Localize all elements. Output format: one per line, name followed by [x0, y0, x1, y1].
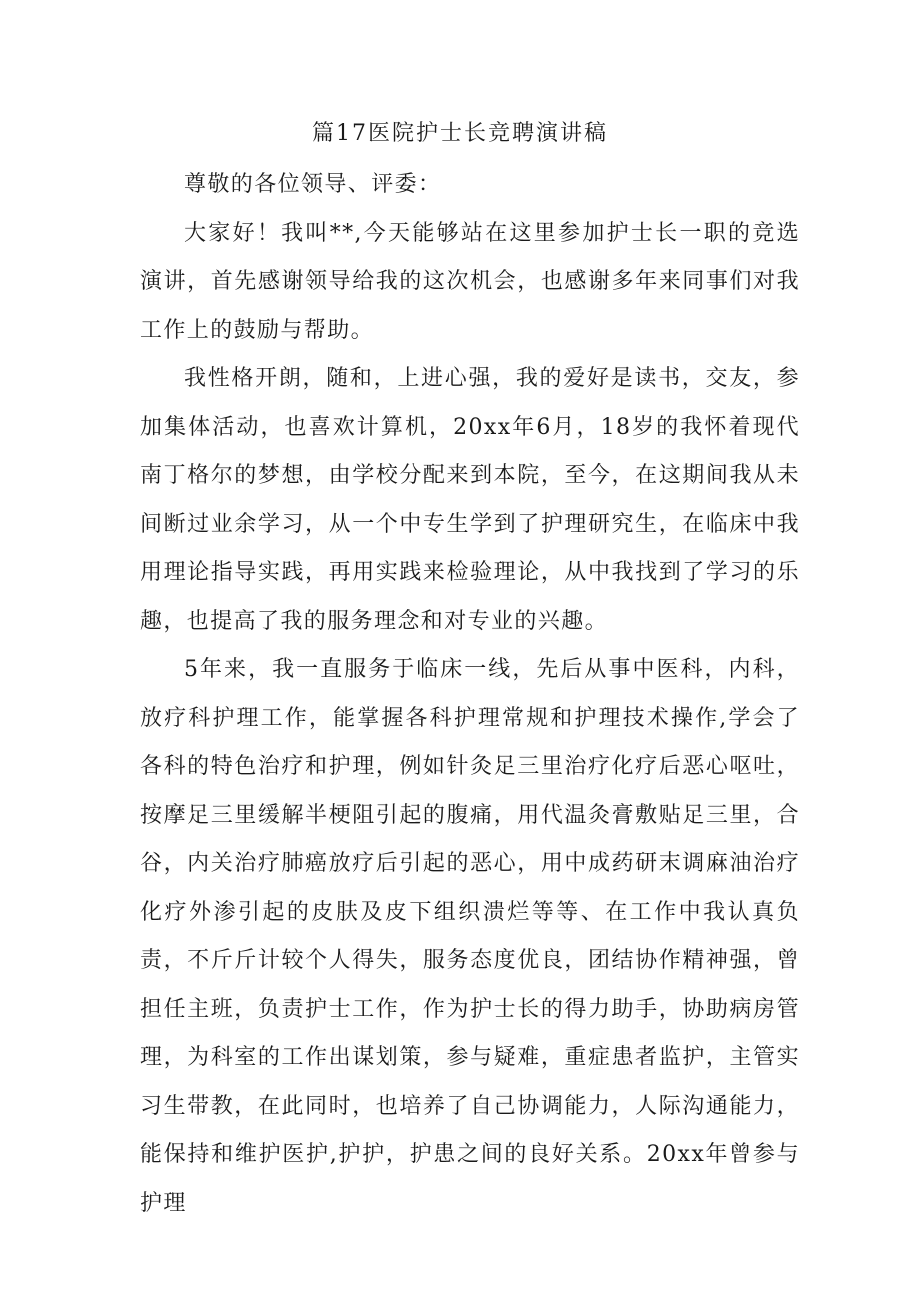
work-experience-paragraph: 5年来，我一直服务于临床一线，先后从事中医科，内科，放疗科护理工作，能掌握各科护理常规和护理技术操作,学会了各科的特色治疗和护理，例如针灸足三里治疗化疗后恶心呕吐，按摩足三里缓解半梗阻引起的腹痛，用代温灸膏敷贴足三里，合谷，内关治疗肺癌放疗后引起的恶心，用中成药研末调麻油治疗化疗外渗引起的皮肤及皮下组织溃烂等等、在工作中我认真负责，不斤斤计较个人得失，服务态度优良，团结协作精神强，曾担任主班，负责护士工作，作为护士长的得力助手，协助病房管理，为科室的工作出谋划策，参与疑难，重症患者监护，主管实习生带教，在此同时，也培养了自己协调能力，人际沟通能力，能保持和维护医护,护护，护患之间的良好关系。20xx年曾参与护理 — [140, 657, 800, 1216]
document-body — [140, 161, 800, 1228]
salutation-paragraph: 尊敬的各位领导、评委： — [184, 172, 442, 197]
document-title: 篇17医院护士长竞聘演讲稿 — [312, 121, 608, 146]
personal-background-paragraph: 我性格开朗，随和，上进心强，我的爱好是读书，交友，参加集体活动，也喜欢计算机，20xx年6月，18岁的我怀着现代南丁格尔的梦想，由学校分配来到本院，至今，在这期间我从未间断过业余学习，从一个中专生学到了护理研究生，在临床中我用理论指导实践，再用实践来检验理论，从中我找到了学习的乐趣，也提高了我的服务理念和对专业的兴趣。 — [140, 366, 800, 634]
greeting-paragraph: 大家好！我叫**,今天能够站在这里参加护士长一职的竞选演讲，首先感谢领导给我的这次机会，也感谢多年来同事们对我工作上的鼓励与帮助。 — [140, 220, 800, 343]
